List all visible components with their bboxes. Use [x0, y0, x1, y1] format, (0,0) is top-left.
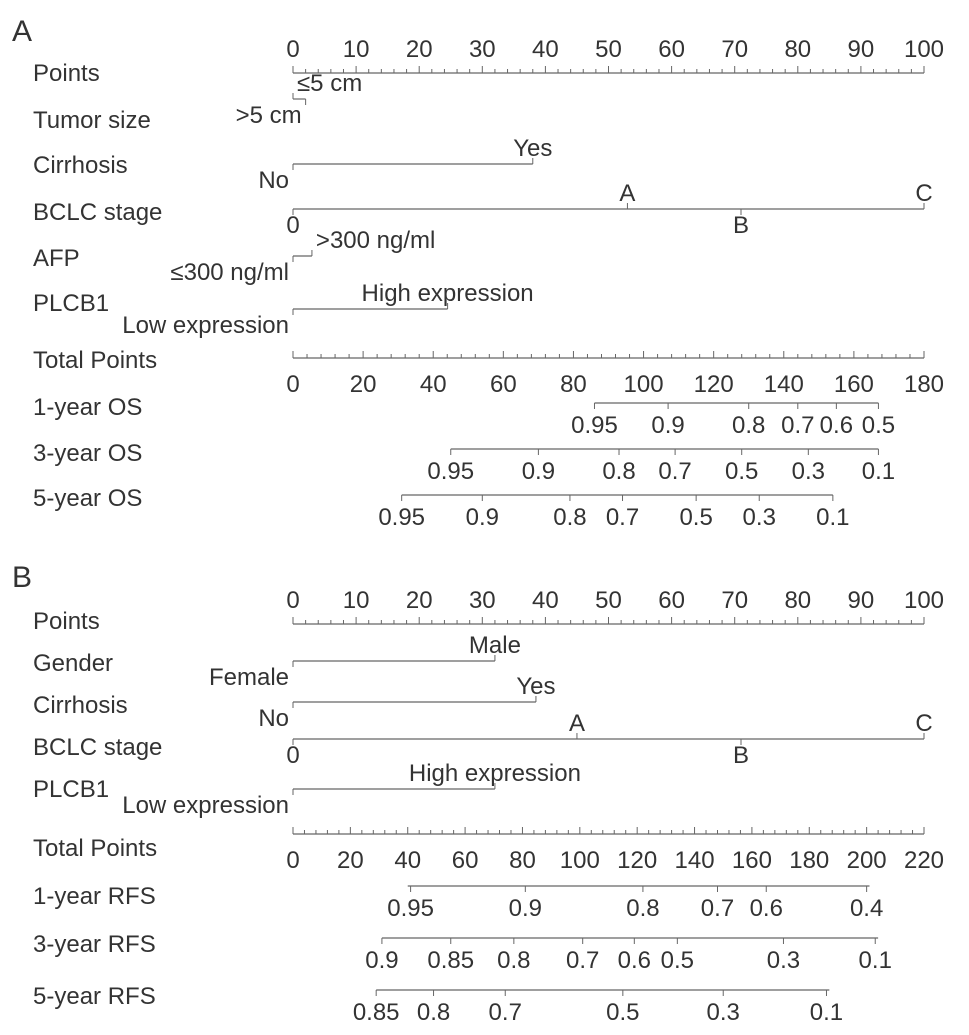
- os-3-tick-label: 0.9: [521, 458, 556, 485]
- total-points-tick-label: 100: [623, 371, 664, 398]
- total-points-tick-label: 20: [337, 847, 364, 874]
- rfs-3-tick-label: 0.7: [565, 947, 600, 974]
- rfs-5-tick-label: 0.8: [416, 999, 451, 1026]
- total-points-tick-label: 120: [693, 371, 734, 398]
- rfs-1-tick-label: 0.95: [387, 895, 434, 922]
- row-label-rfs-5: 5-year RFS: [33, 983, 156, 1010]
- rfs-3-tick-label: 0.1: [858, 947, 892, 974]
- row-label-total-points: Total Points: [33, 835, 158, 862]
- points-tick-label: 60: [658, 36, 685, 63]
- os-5-tick-label: 0.1: [816, 504, 850, 531]
- rfs-1-tick-label: 0.9: [508, 895, 543, 922]
- bclc-stage-level-label: 0: [286, 742, 300, 769]
- points-tick-label: 80: [784, 36, 812, 63]
- total-points-tick-label: 60: [489, 371, 517, 398]
- bclc-stage-level-label: B: [733, 212, 750, 239]
- os-1-tick-label: 0.7: [781, 412, 815, 439]
- rfs-1-tick-label: 0.4: [849, 895, 884, 922]
- total-points-tick-label: 180: [903, 371, 945, 398]
- row-label-plcb1: PLCB1: [33, 776, 110, 803]
- total-points-tick-label: 200: [846, 847, 887, 874]
- os-1-tick-label: 0.6: [819, 412, 854, 439]
- points-tick-label: 70: [721, 587, 749, 614]
- total-points-tick-label: 120: [617, 847, 658, 874]
- points-tick-label: 10: [342, 36, 370, 63]
- total-points-tick-label: 40: [394, 847, 422, 874]
- os-3-tick-label: 0.8: [602, 458, 636, 485]
- total-points-tick-label: 40: [419, 371, 447, 398]
- plcb1-level-label: High expression: [408, 760, 581, 787]
- os-3-tick-label: 0.3: [791, 458, 826, 485]
- os-1-tick-label: 0.95: [571, 412, 618, 439]
- rfs-3-tick-label: 0.6: [617, 947, 652, 974]
- plcb1-level-label: Low expression: [122, 312, 289, 339]
- row-label-bclc-stage: BCLC stage: [33, 199, 163, 226]
- total-points-tick-label: 60: [451, 847, 479, 874]
- points-tick-label: 30: [468, 587, 496, 614]
- cirrhosis-level-label: Yes: [516, 673, 556, 700]
- plcb1-level-label: High expression: [361, 280, 534, 307]
- row-label-points: Points: [33, 608, 100, 635]
- gender-level-label: Male: [468, 632, 521, 659]
- row-label-os-3: 3-year OS: [33, 440, 143, 467]
- plcb1-level-label: Low expression: [122, 792, 289, 819]
- bclc-stage-level-label: B: [733, 742, 750, 769]
- points-tick-label: 90: [847, 36, 875, 63]
- rfs-3-tick-label: 0.3: [766, 947, 801, 974]
- points-tick-label: 40: [532, 587, 559, 614]
- row-label-rfs-1: 1-year RFS: [33, 883, 156, 910]
- total-points-tick-label: 220: [903, 847, 945, 874]
- cirrhosis-level-label: No: [258, 167, 289, 194]
- points-tick-label: 20: [405, 36, 433, 63]
- rfs-1-tick-label: 0.6: [749, 895, 783, 922]
- total-points-tick-label: 80: [509, 847, 536, 874]
- row-label-rfs-3: 3-year RFS: [33, 931, 156, 958]
- points-tick-label: 100: [903, 36, 945, 63]
- os-5-tick-label: 0.5: [679, 504, 713, 531]
- os-5-tick-label: 0.9: [465, 504, 499, 531]
- os-5-tick-label: 0.8: [553, 504, 587, 531]
- points-tick-label: 70: [721, 36, 749, 63]
- bclc-stage-level-label: 0: [286, 212, 300, 239]
- rfs-3-tick-label: 0.9: [365, 947, 399, 974]
- total-points-tick-label: 100: [559, 847, 600, 874]
- row-label-points: Points: [33, 60, 100, 87]
- total-points-tick-label: 0: [286, 371, 300, 398]
- os-3-tick-label: 0.95: [427, 458, 475, 485]
- row-label-cirrhosis: Cirrhosis: [33, 152, 128, 179]
- rfs-5-tick-label: 0.85: [352, 999, 400, 1026]
- row-label-cirrhosis: Cirrhosis: [33, 692, 128, 719]
- os-3-tick-label: 0.7: [658, 458, 692, 485]
- points-tick-label: 40: [532, 36, 559, 63]
- row-label-bclc-stage: BCLC stage: [33, 734, 163, 761]
- row-label-plcb1: PLCB1: [33, 290, 110, 317]
- total-points-tick-label: 140: [674, 847, 715, 874]
- points-tick-label: 90: [847, 587, 875, 614]
- gender-level-label: Female: [208, 664, 289, 691]
- row-label-gender: Gender: [33, 650, 114, 677]
- total-points-tick-label: 0: [286, 847, 300, 874]
- points-tick-label: 60: [658, 587, 685, 614]
- os-1-tick-label: 0.8: [732, 412, 766, 439]
- rfs-1-tick-label: 0.8: [626, 895, 660, 922]
- row-label-afp: AFP: [33, 245, 80, 272]
- row-label-total-points: Total Points: [33, 347, 158, 374]
- total-points-tick-label: 20: [349, 371, 377, 398]
- rfs-3-tick-label: 0.8: [497, 947, 531, 974]
- points-tick-label: 50: [595, 36, 622, 63]
- points-tick-label: 0: [286, 36, 300, 63]
- afp-level-label: >300 ng/ml: [315, 227, 436, 254]
- os-1-tick-label: 0.9: [651, 412, 685, 439]
- rfs-5-tick-label: 0.5: [606, 999, 640, 1026]
- points-tick-label: 100: [903, 587, 945, 614]
- row-label-tumor-size: Tumor size: [33, 107, 151, 134]
- total-points-tick-label: 160: [833, 371, 874, 398]
- afp-level-label: ≤300 ng/ml: [170, 259, 289, 286]
- os-5-tick-label: 0.7: [605, 504, 640, 531]
- os-3-tick-label: 0.5: [725, 458, 759, 485]
- tumor-size-level-label: ≤5 cm: [297, 70, 363, 97]
- total-points-tick-label: 160: [731, 847, 772, 874]
- panel-b: [12, 561, 944, 1026]
- rfs-3-tick-label: 0.85: [427, 947, 475, 974]
- total-points-tick-label: 80: [560, 371, 587, 398]
- rfs-3-tick-label: 0.5: [660, 947, 695, 974]
- os-1-tick-label: 0.5: [861, 412, 896, 439]
- cirrhosis-level-label: Yes: [513, 135, 553, 162]
- points-tick-label: 20: [405, 587, 433, 614]
- points-tick-label: 0: [286, 587, 300, 614]
- points-tick-label: 50: [595, 587, 622, 614]
- rfs-1-tick-label: 0.7: [700, 895, 735, 922]
- rfs-5-tick-label: 0.7: [488, 999, 522, 1026]
- bclc-stage-level-label: A: [568, 710, 585, 737]
- cirrhosis-level-label: No: [258, 705, 289, 732]
- points-tick-label: 10: [342, 587, 370, 614]
- points-tick-label: 80: [784, 587, 812, 614]
- os-3-tick-label: 0.1: [861, 458, 896, 485]
- rfs-5-tick-label: 0.3: [706, 999, 740, 1026]
- points-tick-label: 30: [468, 36, 496, 63]
- tumor-size-level-label: >5 cm: [235, 102, 302, 129]
- panel-b-letter: B: [12, 561, 33, 594]
- total-points-tick-label: 140: [763, 371, 804, 398]
- panel-a-letter: A: [12, 15, 33, 48]
- total-points-tick-label: 180: [789, 847, 830, 874]
- rfs-5-tick-label: 0.1: [809, 999, 844, 1026]
- row-label-os-5: 5-year OS: [33, 485, 143, 512]
- bclc-stage-level-label: A: [619, 180, 636, 207]
- bclc-stage-level-label: C: [915, 180, 933, 207]
- os-5-tick-label: 0.3: [742, 504, 776, 531]
- row-label-os-1: 1-year OS: [33, 394, 143, 421]
- bclc-stage-level-label: C: [915, 710, 933, 737]
- panel-a: [12, 15, 944, 531]
- os-5-tick-label: 0.95: [378, 504, 426, 531]
